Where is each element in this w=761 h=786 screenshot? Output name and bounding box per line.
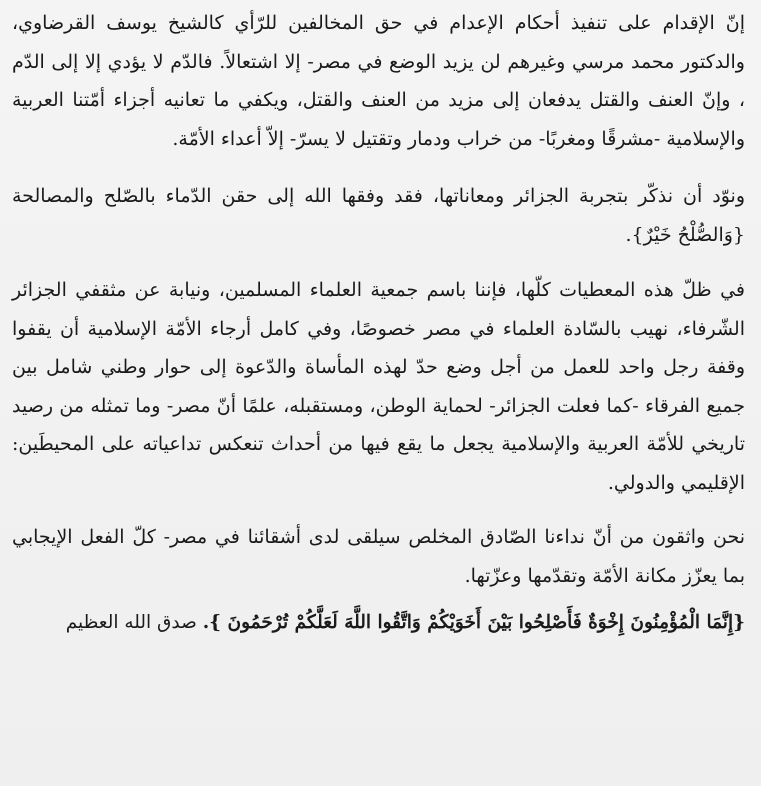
quran-verse: {إِنَّمَا الْمُؤْمِنُونَ إِخْوَةٌ فَأَصْلِحُوا بَيْنَ أَخَوَيْكُمْ وَاتَّقُوا اللَّهَ لَعَلَّكُمْ تُرْحَمُونَ }. xyxy=(202,612,745,633)
paragraph-call-to-scholars: في ظلّ هذه المعطيات كلّها، فإننا باسم جمعية العلماء المسلمين، ونيابة عن مثقفي الجزائر الشّرفاء، نهيب بالسّادة العلماء في مصر خصوصًا، وفي كامل أرجاء الأمّة الإسلامية أن يقفوا وقفة رجل واحد للعمل من أجل وضع حدّ لهذه المأساة والدّعوة إلى حوار وطني شامل بين جميع الفرقاء -كما فعلت الجزائر- لحماية الوطن، ومستقبله، علمًا أنّ مصر- وما تمثله من رصيد تاريخي للأمّة العربية والإسلامية يجعل ما يقع فيها من أحداث تنعكس تداعياته على المحيطَين: الإقليمي والدولي. xyxy=(12,279,745,494)
verse-closing-phrase: صدق الله العظيم xyxy=(65,612,203,633)
paragraph-algeria-experience: ونوّد أن نذكّر بتجربة الجزائر ومعاناتها، فقد وفقها الله إلى حقن الدّماء بالصّلح والمصالحة {وَالصُّلْحُ خَيْرٌ}. xyxy=(12,185,745,246)
paragraph-confidence: نحن واثقون من أنّ نداءنا الصّادق المخلص سيلقى لدى أشقائنا في مصر- كلّ الفعل الإيجابي بما يعزّز مكانة الأمّة وتقدّمها وعزّتها. xyxy=(12,526,745,587)
closing-quran-verse-line xyxy=(12,603,745,643)
paragraph-execution-warning: إنّ الإقدام على تنفيذ أحكام الإعدام في حق المخالفين للرّأي كالشيخ يوسف القرضاوي، والدكتور محمد مرسي وغيرهم لن يزيد الوضع في مصر- إلا اشتعالاً. فالدّم لا يؤدي إلا إلى الدّم ، وإنّ العنف والقتل يدفعان إلى مزيد من العنف والقتل، ويكفي ما تعانيه أجزاء أمّتنا العربية والإسلامية -مشرقًا ومغربًا- من خراب ودمار وتقتيل لا يسرّ- إلاّ أعداء الأمّة. xyxy=(12,12,745,150)
